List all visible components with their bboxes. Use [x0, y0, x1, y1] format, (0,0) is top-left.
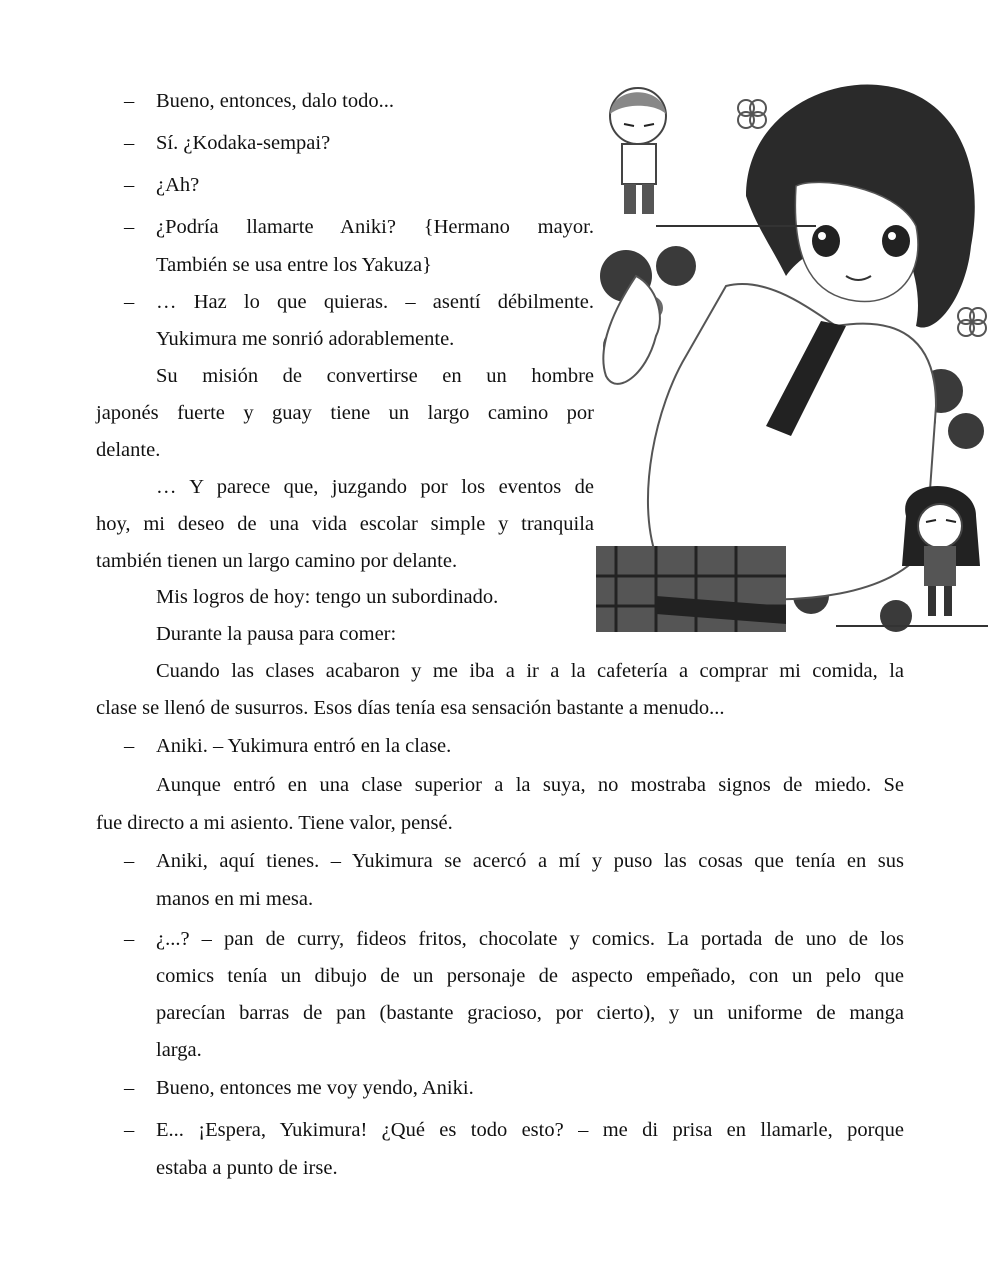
text-line: Cuando las clases acabaron y me iba a ir a la cafetería a comprar mi comida, la	[156, 660, 904, 682]
section-heading: Durante la pausa para comer:	[156, 623, 397, 645]
text-line: Su misión de convertirse en un hombre	[156, 365, 594, 387]
text-line: Aniki, aquí tienes. – Yukimura se acercó a mí y puso las cosas que tenía en sus	[156, 850, 904, 872]
text-line: parecían barras de pan (bastante gracioso, por cierto), y un uniforme de manga	[156, 1002, 904, 1024]
dialogue-dash: –	[124, 132, 135, 154]
text-line: Mis logros de hoy: tengo un subordinado.	[156, 586, 499, 608]
manga-illustration	[596, 76, 988, 632]
text-line: … Y parece que, juzgando por los eventos de	[156, 476, 594, 498]
text-line: … Haz lo que quieras. – asentí débilmente.	[156, 291, 594, 313]
dialogue-dash: –	[124, 1077, 135, 1099]
text-line: También se usa entre los Yakuza}	[156, 254, 432, 276]
dialogue-dash: –	[124, 735, 135, 757]
text-line: Yukimura me sonrió adorablemente.	[156, 328, 455, 350]
dialogue-dash: –	[124, 1119, 135, 1141]
text-line: clase se llenó de susurros. Esos días tenía esa sensación bastante a menudo...	[96, 697, 725, 719]
text-line: también tienen un largo camino por delante.	[96, 550, 458, 572]
dialogue-dash: –	[124, 174, 135, 196]
dialogue-dash: –	[124, 928, 135, 950]
dialogue-dash: –	[124, 850, 135, 872]
text-line: Bueno, entonces, dalo todo...	[156, 90, 394, 112]
text-line: ¿...? – pan de curry, fideos fritos, chocolate y comics. La portada de uno de los	[156, 928, 904, 950]
text-line: manos en mi mesa.	[156, 888, 314, 910]
text-line: ¿Ah?	[156, 174, 200, 196]
text-line: estaba a punto de irse.	[156, 1157, 338, 1179]
text-line: comics tenía un dibujo de un personaje de aspecto empeñado, con un pelo que	[156, 965, 904, 987]
text-line: delante.	[96, 439, 161, 461]
dialogue-dash: –	[124, 90, 135, 112]
text-line: Bueno, entonces me voy yendo, Aniki.	[156, 1077, 474, 1099]
dialogue-dash: –	[124, 216, 135, 238]
text-line: fue directo a mi asiento. Tiene valor, pensé.	[96, 812, 453, 834]
text-line: Sí. ¿Kodaka-sempai?	[156, 132, 331, 154]
text-line: ¿Podría llamarte Aniki? {Hermano mayor.	[156, 216, 594, 238]
text-line: Aunque entró en una clase superior a la suya, no mostraba signos de miedo. Se	[156, 774, 904, 796]
text-line: japonés fuerte y guay tiene un largo camino por	[96, 402, 594, 424]
text-line: hoy, mi deseo de una vida escolar simple y tranquila	[96, 513, 594, 535]
text-line: E... ¡Espera, Yukimura! ¿Qué es todo esto? – me di prisa en llamarle, porque	[156, 1119, 904, 1141]
dialogue-dash: –	[124, 291, 135, 313]
illustration-drawing	[596, 76, 988, 632]
text-line: Aniki. – Yukimura entró en la clase.	[156, 735, 452, 757]
text-line: larga.	[156, 1039, 202, 1061]
